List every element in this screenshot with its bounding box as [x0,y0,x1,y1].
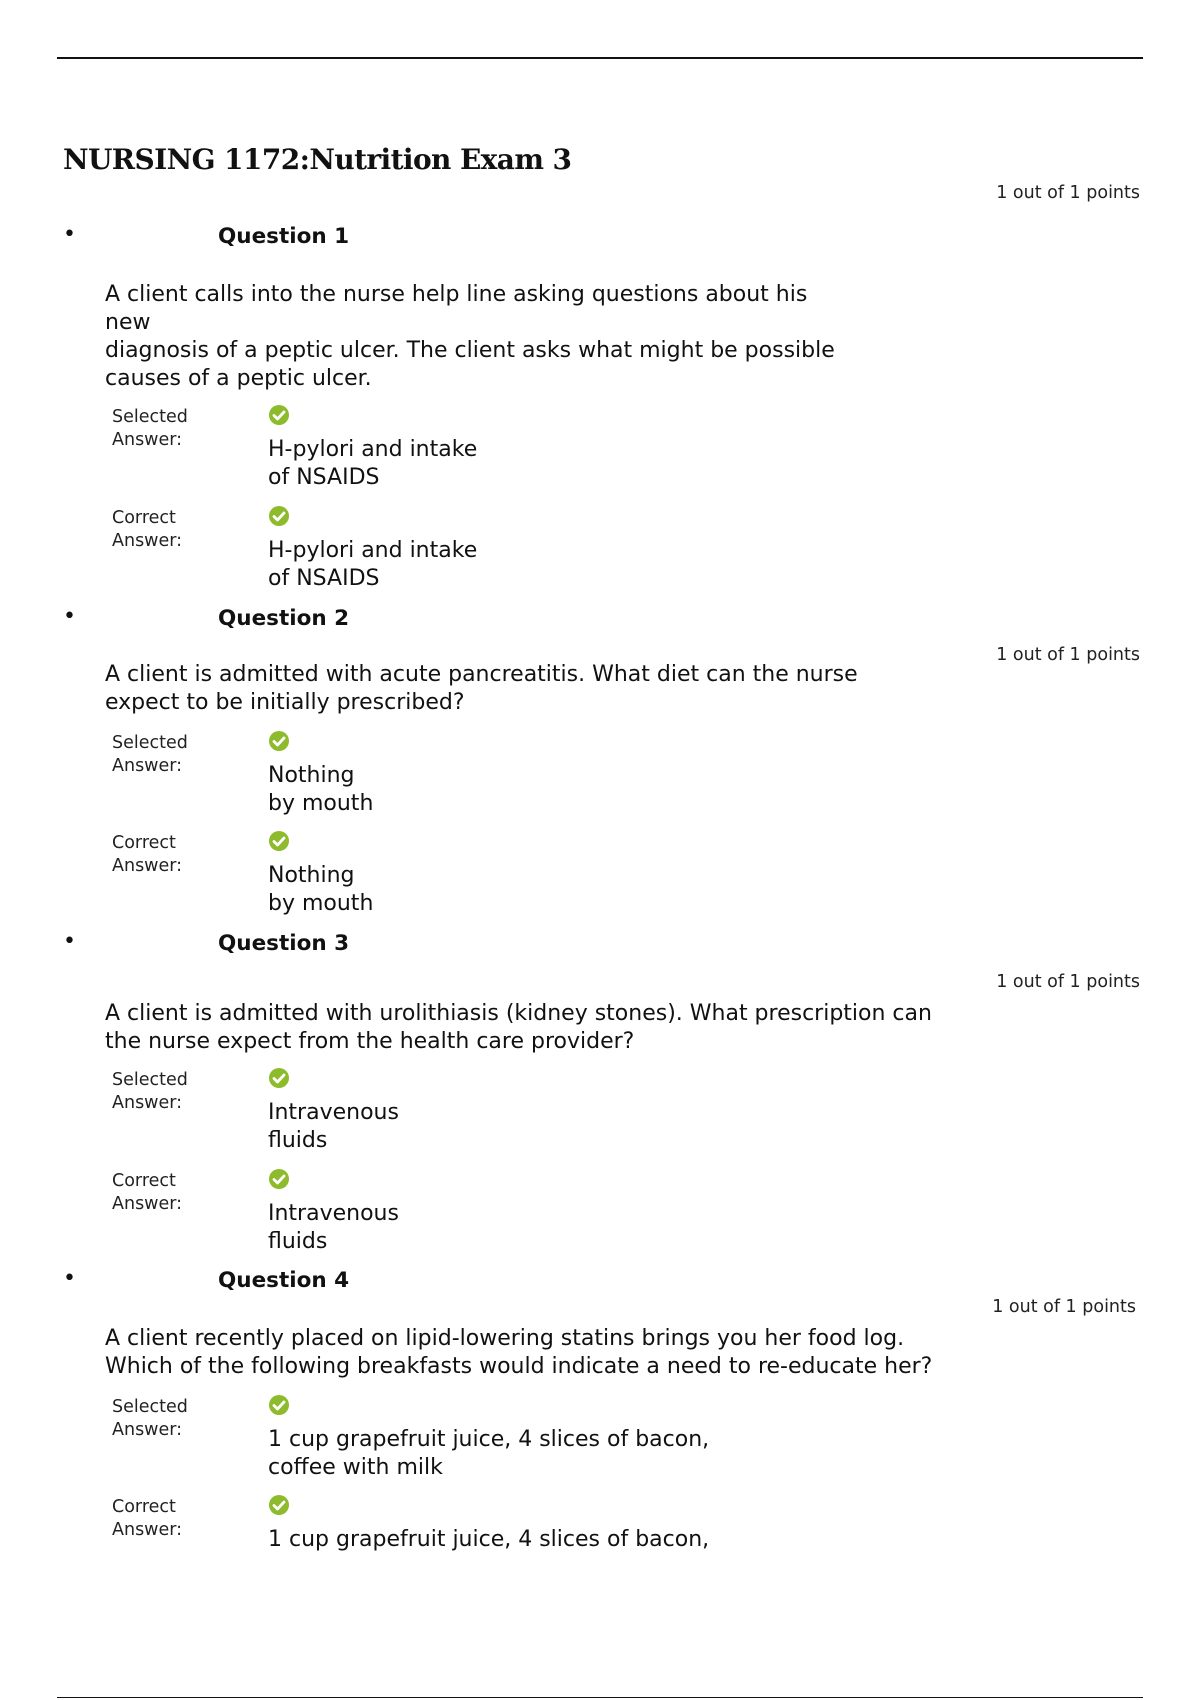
q4-correct-label: Correct Answer: [112,1497,183,1540]
q3-title: Question 3 [218,931,350,956]
exam-title: NURSING 1172:Nutrition Exam 3 [63,143,572,176]
bottom-rule [57,1697,1143,1698]
correct-check-icon [268,404,290,426]
q4-text: A client recently placed on lipid-lowering statins brings you her food log. Which of the following breakfasts would indicate a need to re-educate her? [105,1326,933,1379]
q1-title: Question 1 [218,224,350,249]
q4-bullet: • [63,1266,76,1291]
correct-check-icon [268,730,290,752]
q4-selected-answer: 1 cup grapefruit juice, 4 slices of bacon, coffee with milk [268,1427,710,1480]
q3-correct-label: Correct Answer: [112,1171,183,1214]
correct-check-icon [268,505,290,527]
q1-selected-label: Selected Answer: [112,407,188,450]
q3-selected-answer: Intravenous fluids [268,1100,399,1153]
q3-correct-answer: Intravenous fluids [268,1201,399,1254]
q1-correct-label: Correct Answer: [112,508,183,551]
correct-check-icon [268,830,290,852]
q4-correct-answer: 1 cup grapefruit juice, 4 slices of bacon, [268,1527,710,1552]
q3-points: 1 out of 1 points [996,972,1140,992]
q1-selected-answer: H-pylori and intake of NSAIDS [268,437,478,490]
q3-text: A client is admitted with urolithiasis (kidney stones). What prescription can the nurse expect from the health care provider? [105,1001,932,1054]
q3-bullet: • [63,929,76,954]
q4-points: 1 out of 1 points [992,1297,1136,1317]
q1-text: A client calls into the nurse help line asking questions about his new diagnosis of a peptic ulcer. The client asks what might be possible causes of a peptic ulcer. [105,282,835,391]
q2-bullet: • [63,604,76,629]
q2-selected-answer: Nothing by mouth [268,763,374,816]
q2-correct-answer: Nothing by mouth [268,863,374,916]
correct-check-icon [268,1168,290,1190]
q1-points: 1 out of 1 points [996,183,1140,203]
q2-points: 1 out of 1 points [996,645,1140,665]
top-rule [57,57,1143,59]
q1-bullet: • [63,222,76,247]
q4-selected-label: Selected Answer: [112,1397,188,1440]
q2-selected-label: Selected Answer: [112,733,188,776]
q1-correct-answer: H-pylori and intake of NSAIDS [268,538,478,591]
q2-title: Question 2 [218,606,350,631]
q3-selected-label: Selected Answer: [112,1070,188,1113]
q2-text: A client is admitted with acute pancreatitis. What diet can the nurse expect to be initially prescribed? [105,662,858,715]
correct-check-icon [268,1394,290,1416]
correct-check-icon [268,1067,290,1089]
q4-title: Question 4 [218,1268,350,1293]
correct-check-icon [268,1494,290,1516]
q2-correct-label: Correct Answer: [112,833,183,876]
